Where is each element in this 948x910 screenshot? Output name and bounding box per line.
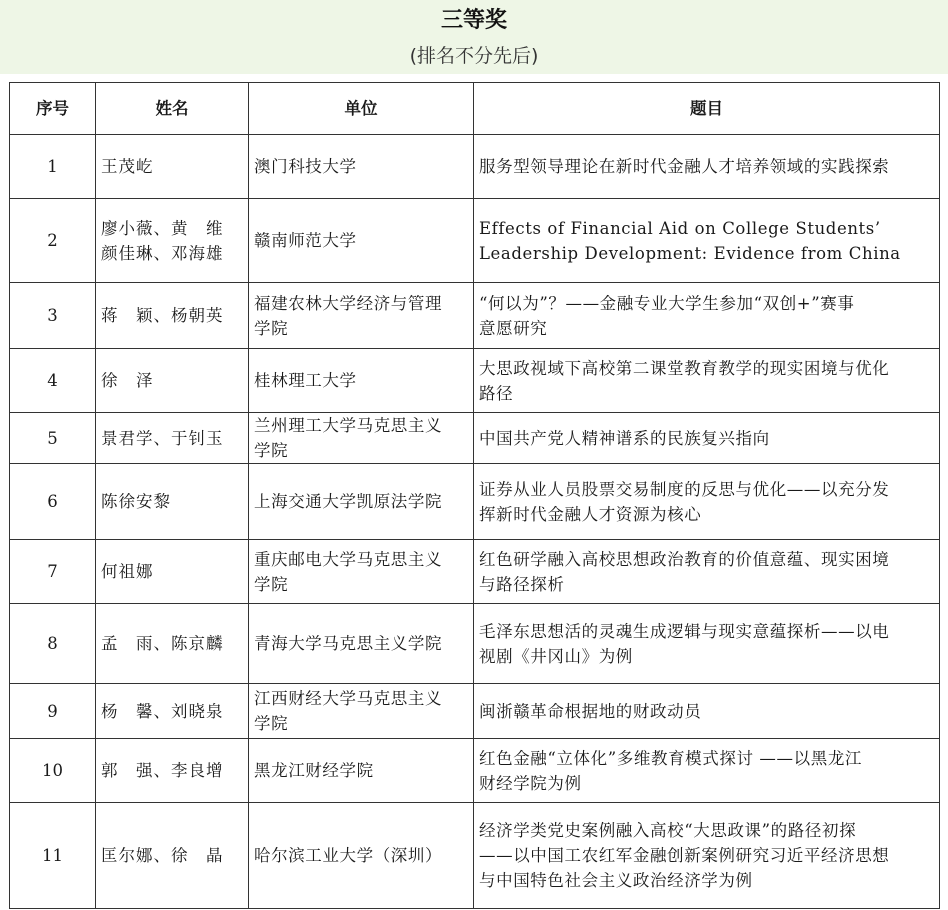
table-row — [10, 283, 940, 349]
row-names: 景君学、于钊玉 — [96, 413, 249, 464]
award-title: 三等奖 — [440, 8, 507, 33]
row-topic: 证券从业人员股票交易制度的反思与优化——以充分发 挥新时代金融人才资源为核心 — [474, 464, 940, 540]
row-topic: 中国共产党人精神谱系的民族复兴指向 — [474, 413, 940, 464]
row-number: 5 — [10, 413, 96, 464]
award-table — [9, 82, 940, 909]
table-row — [10, 739, 940, 803]
row-unit: 江西财经大学马克思主义 学院 — [249, 684, 474, 739]
table-row — [10, 349, 940, 413]
row-unit: 兰州理工大学马克思主义 学院 — [249, 413, 474, 464]
row-names: 何祖娜 — [96, 540, 249, 604]
table-header-row — [10, 83, 940, 135]
row-topic: Effects of Financial Aid on College Students’ Leadership Development: Evidence from China — [474, 199, 940, 283]
row-number: 1 — [10, 135, 96, 199]
column-header-topic: 题目 — [474, 83, 940, 135]
row-names: 蒋 颖、杨朝英 — [96, 283, 249, 349]
row-names: 陈徐安黎 — [96, 464, 249, 540]
row-unit: 黑龙江财经学院 — [249, 739, 474, 803]
row-number: 11 — [10, 803, 96, 909]
row-unit: 福建农林大学经济与管理 学院 — [249, 283, 474, 349]
row-topic: 毛泽东思想活的灵魂生成逻辑与现实意蕴探析——以电 视剧《井冈山》为例 — [474, 604, 940, 684]
row-names: 王茂屹 — [96, 135, 249, 199]
row-unit: 重庆邮电大学马克思主义 学院 — [249, 540, 474, 604]
table-row — [10, 604, 940, 684]
award-list-sheet — [0, 74, 948, 910]
award-header — [0, 0, 948, 74]
row-number: 2 — [10, 199, 96, 283]
row-topic: 闽浙赣革命根据地的财政动员 — [474, 684, 940, 739]
row-number: 6 — [10, 464, 96, 540]
table-row — [10, 464, 940, 540]
row-unit: 上海交通大学凯原法学院 — [249, 464, 474, 540]
column-header-no: 序号 — [10, 83, 96, 135]
row-topic: 红色金融“立体化”多维教育模式探讨 ——以黑龙江 财经学院为例 — [474, 739, 940, 803]
row-names: 匡尔娜、徐 晶 — [96, 803, 249, 909]
table-row — [10, 135, 940, 199]
row-number: 10 — [10, 739, 96, 803]
table-row — [10, 540, 940, 604]
row-number: 3 — [10, 283, 96, 349]
row-number: 4 — [10, 349, 96, 413]
row-topic: 服务型领导理论在新时代金融人才培养领域的实践探索 — [474, 135, 940, 199]
row-names: 徐 泽 — [96, 349, 249, 413]
row-unit: 澳门科技大学 — [249, 135, 474, 199]
row-topic: 大思政视域下高校第二课堂教育教学的现实困境与优化 路径 — [474, 349, 940, 413]
row-names: 郭 强、李良增 — [96, 739, 249, 803]
row-names: 杨 馨、刘晓泉 — [96, 684, 249, 739]
row-names: 廖小薇、黄 维 颜佳琳、邓海雄 — [96, 199, 249, 283]
award-subtitle: (排名不分先后) — [409, 45, 539, 67]
row-unit: 桂林理工大学 — [249, 349, 474, 413]
row-unit: 赣南师范大学 — [249, 199, 474, 283]
column-header-name: 姓名 — [96, 83, 249, 135]
table-row — [10, 803, 940, 909]
table-row — [10, 199, 940, 283]
column-header-unit: 单位 — [249, 83, 474, 135]
row-names: 孟 雨、陈京麟 — [96, 604, 249, 684]
row-topic: 红色研学融入高校思想政治教育的价值意蕴、现实困境 与路径探析 — [474, 540, 940, 604]
row-topic: 经济学类党史案例融入高校“大思政课”的路径初探 ——以中国工农红军金融创新案例研究习近平经济思想 与中国特色社会主义政治经济学为例 — [474, 803, 940, 909]
row-unit: 哈尔滨工业大学（深圳） — [249, 803, 474, 909]
table-row — [10, 413, 940, 464]
table-row — [10, 684, 940, 739]
row-topic: “何以为”？——金融专业大学生参加“双创+”赛事 意愿研究 — [474, 283, 940, 349]
row-number: 9 — [10, 684, 96, 739]
row-unit: 青海大学马克思主义学院 — [249, 604, 474, 684]
row-number: 7 — [10, 540, 96, 604]
row-number: 8 — [10, 604, 96, 684]
